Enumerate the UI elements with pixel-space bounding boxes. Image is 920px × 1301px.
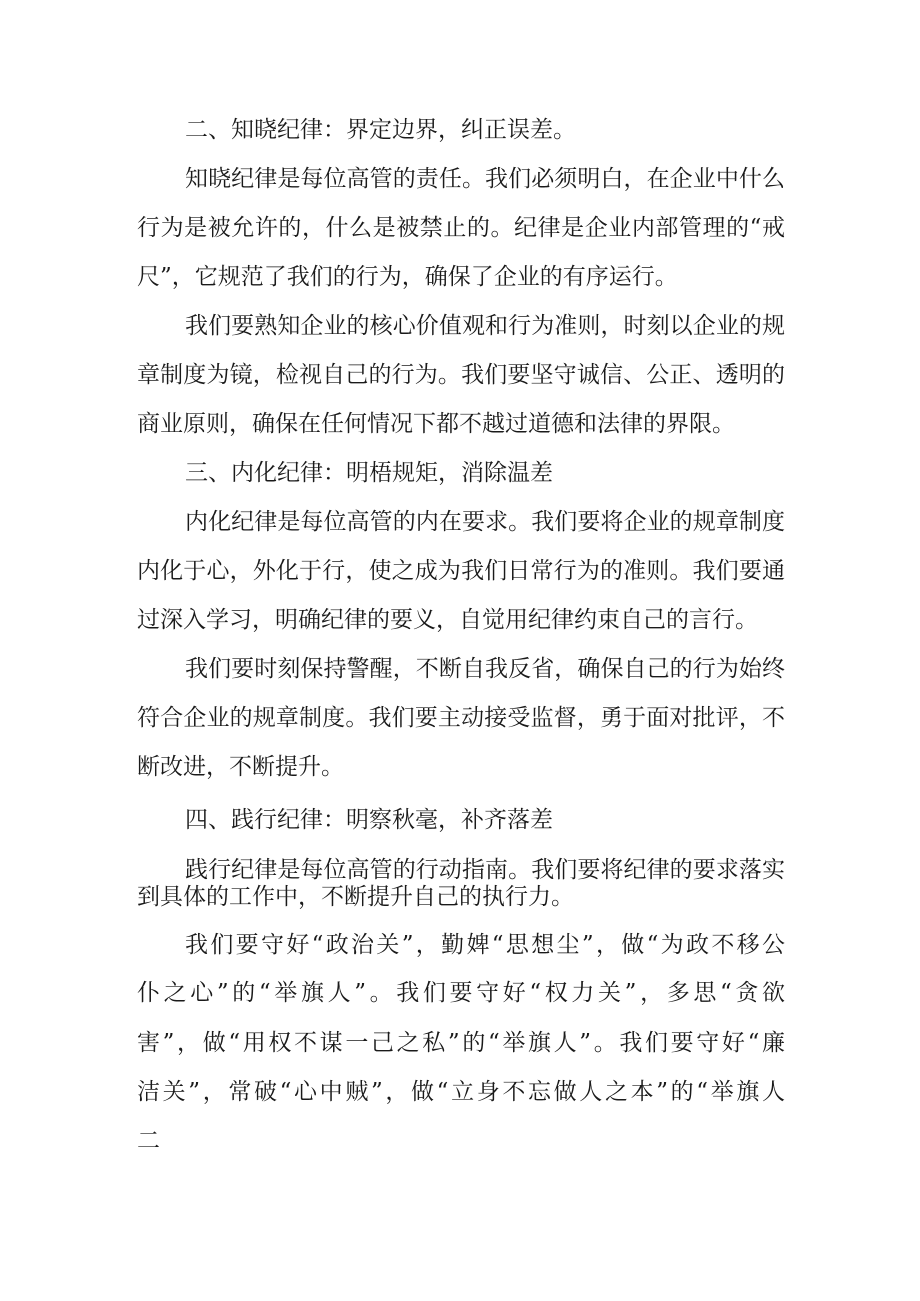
heading-knowing-discipline: 二、知晓纪律：界定边界，纠正误差。 [185,117,576,143]
paragraph-line: 商业原则，确保在任何情况下都不越过道德和法律的界限。 [137,411,735,437]
paragraph-line: 章制度为镜，检视自己的行为。我们要坚守诚信、公正、透明的 [137,362,785,388]
paragraph-line: 内化纪律是每位高管的内在要求。我们要将企业的规章制度 [185,509,785,535]
paragraph-line: 过深入学习，明确纪律的要义，自觉用纪律约束自己的言行。 [137,607,758,633]
paragraph-line: 知晓纪律是每位高管的责任。我们必须明白，在企业中什么 [185,166,785,192]
paragraph-line: 我们要熟知企业的核心价值观和行为准则，时刻以企业的规 [185,313,785,339]
heading-internalize-discipline: 三、内化纪律：明梧规矩，消除温差 [185,460,553,486]
paragraph-line: 符合企业的规章制度。我们要主动接受监督，勇于面对批评，不 [137,705,785,731]
paragraph-line: 害”，做“用权不谋一己之私”的“举旗人”。我们要守好“廉 [137,1030,785,1056]
paragraph-line: 断改进，不断提升。 [137,754,344,780]
paragraph-line: 行为是被允许的，什么是被禁止的。纪律是企业内部管理的“戒 [137,215,785,241]
paragraph-line: 洁关”，常破“心中贼”，做“立身不忘做人之本”的“举旗人 [137,1079,785,1105]
paragraph-line: 我们要守好“政治关”，勤婢“思想尘”，做“为政不移公 [185,932,785,958]
paragraph-line: 尺”，它规范了我们的行为，确保了企业的有序运行。 [137,264,678,290]
paragraph-line: 到具体的工作中，不断提升自己的执行力。 [137,884,574,910]
paragraph-line: 内化于心，外化于行，使之成为我们日常行为的准则。我们要通 [137,558,785,584]
heading-practice-discipline: 四、践行纪律：明察秋毫，补齐落差 [185,807,553,833]
paragraph-line: 仆之心”的“举旗人”。我们要守好“权力关”，多思“贪欲 [137,980,785,1006]
paragraph-line: 二 [137,1128,160,1154]
paragraph-line: 践行纪律是每位高管的行动指南。我们要将纪律的要求落实 [185,857,785,883]
paragraph-line: 我们要时刻保持警醒，不断自我反省，确保自己的行为始终 [185,656,785,682]
